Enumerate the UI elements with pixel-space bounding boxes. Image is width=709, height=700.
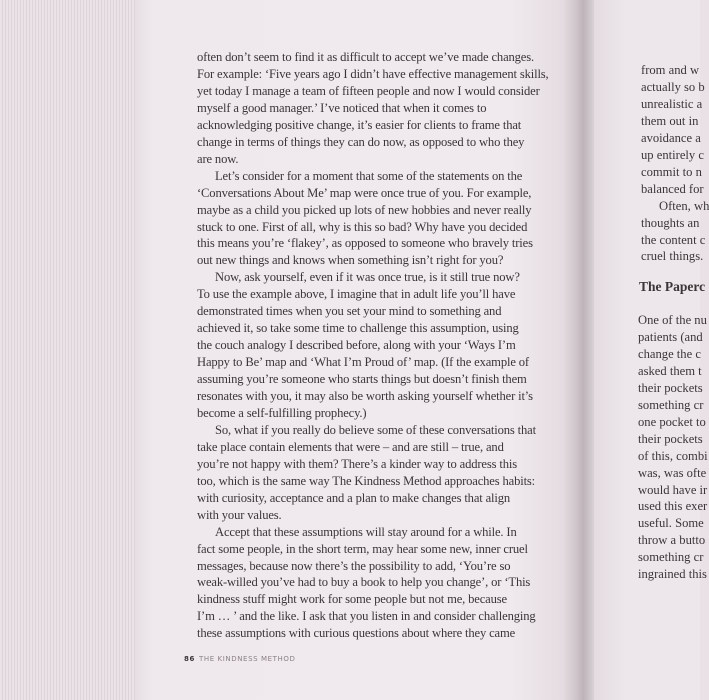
text-line: weak-willed you’ve had to buy a book to help you change’, or ‘This (197, 575, 531, 590)
right-page (594, 0, 709, 700)
text-line: them out in (641, 113, 699, 128)
text-line: stuck to one. First of all, why is this so bad? Why have you decided (197, 219, 528, 234)
text-line: avoidance a (641, 130, 701, 145)
text-line: something cr (638, 397, 704, 412)
text-line: kindness stuff might work for some people but not me, because (197, 592, 507, 607)
text-line: actually so b (641, 79, 705, 94)
text-line: cruel things. (641, 249, 704, 264)
text-line: this means you’re ‘flakey’, as opposed to someone who bravely tries (197, 236, 533, 251)
text-line: To use the example above, I imagine that in adult life you’ll have (197, 287, 516, 302)
text-line: assuming you’re someone who starts things but doesn’t finish them (197, 372, 527, 387)
text-line: messages, because now there’s the possibility to add, ‘You’re so (197, 558, 511, 573)
text-line: For example: ‘Five years ago I didn’t have effective management skills, (197, 66, 549, 81)
text-line: with your values. (197, 507, 282, 522)
text-line: one pocket to (638, 414, 706, 429)
text-line: Now, ask yourself, even if it was once true, is it still true now? (215, 270, 520, 285)
text-line: their pockets (638, 380, 703, 395)
text-line: their pockets (638, 431, 703, 446)
text-line: change in terms of things they can do now, as opposed to who they (197, 134, 525, 149)
text-line: become a self-fulfilling prophecy.) (197, 405, 367, 420)
text-line: One of the nu (638, 313, 707, 327)
text-line: So, what if you really do believe some of these conversations that (215, 422, 536, 437)
section-heading: The Paperc (639, 279, 706, 294)
text-line: ingrained this (638, 567, 707, 582)
text-line: of this, combi (638, 448, 708, 463)
text-line: out new things and knows when something isn’t right for you? (197, 253, 504, 268)
text-line: useful. Some (638, 516, 704, 531)
text-line: with curiosity, acceptance and a plan to make changes that align (197, 490, 511, 505)
text-line: acknowledging positive change, it’s easier for clients to frame that (197, 117, 522, 132)
text-line: patients (and (638, 329, 703, 344)
page-footer (184, 655, 296, 663)
text-line: yet today I manage a team of fifteen people and now I would consider (197, 83, 540, 98)
text-line: demonstrated times when you set your mind to something and (197, 304, 502, 319)
text-line: thoughts an (641, 215, 700, 230)
text-line: was, was ofte (638, 465, 707, 480)
text-line: from and w (641, 63, 700, 77)
text-line: Often, wh (659, 198, 709, 213)
text-line: are now. (197, 151, 239, 166)
text-line: I’m … ’ and the like. I ask that you listen in and consider challenging (197, 609, 536, 624)
text-line: maybe as a child you picked up lots of new hobbies and never really (197, 202, 532, 217)
text-line: often don’t seem to find it as difficult to accept we’ve made changes. (197, 50, 534, 64)
text-line: too, which is the same way The Kindness Method approaches habits: (197, 473, 536, 488)
text-line: Happy to Be’ map and ‘What I’m Proud of’ map. (If the example of (197, 355, 529, 370)
text-line: ‘Conversations About Me’ map were once true of you. For example, (197, 185, 532, 200)
text-line: used this exer (638, 499, 708, 514)
text-line: resonates with you, it may also be worth asking yourself whether it’s (197, 389, 533, 403)
text-line: change the c (638, 346, 701, 361)
running-title: THE KINDNESS METHOD (198, 655, 296, 663)
text-line: the couch analogy I described before, along with your ‘Ways I’m (197, 338, 516, 353)
text-line: up entirely c (641, 147, 704, 162)
text-line: fact some people, in the short term, may hear some new, inner cruel (197, 541, 528, 556)
text-line: commit to n (641, 164, 702, 179)
text-line: the content c (641, 232, 706, 247)
text-line: take place contain elements that were – and are still – true, and (197, 439, 504, 454)
text-line: you’re not happy with them? There’s a kinder way to address this (197, 456, 517, 471)
text-line: asked them t (638, 363, 702, 378)
text-line: something cr (638, 550, 704, 565)
text-line: myself a good manager.’ I’ve noticed that when it comes to (197, 100, 487, 115)
text-line: achieved it, so take some time to challenge this assumption, using (197, 321, 519, 336)
text-line: Let’s consider for a moment that some of the statements on the (215, 168, 523, 183)
text-line: balanced for (641, 181, 704, 196)
text-line: Accept that these assumptions will stay around for a while. In (215, 524, 517, 539)
text-line: these assumptions with curious questions about where they came (197, 626, 516, 641)
text-line: throw a butto (638, 533, 706, 548)
page-number: 86 (184, 655, 195, 663)
text-line: unrealistic a (641, 96, 703, 111)
text-line: would have ir (638, 482, 708, 497)
